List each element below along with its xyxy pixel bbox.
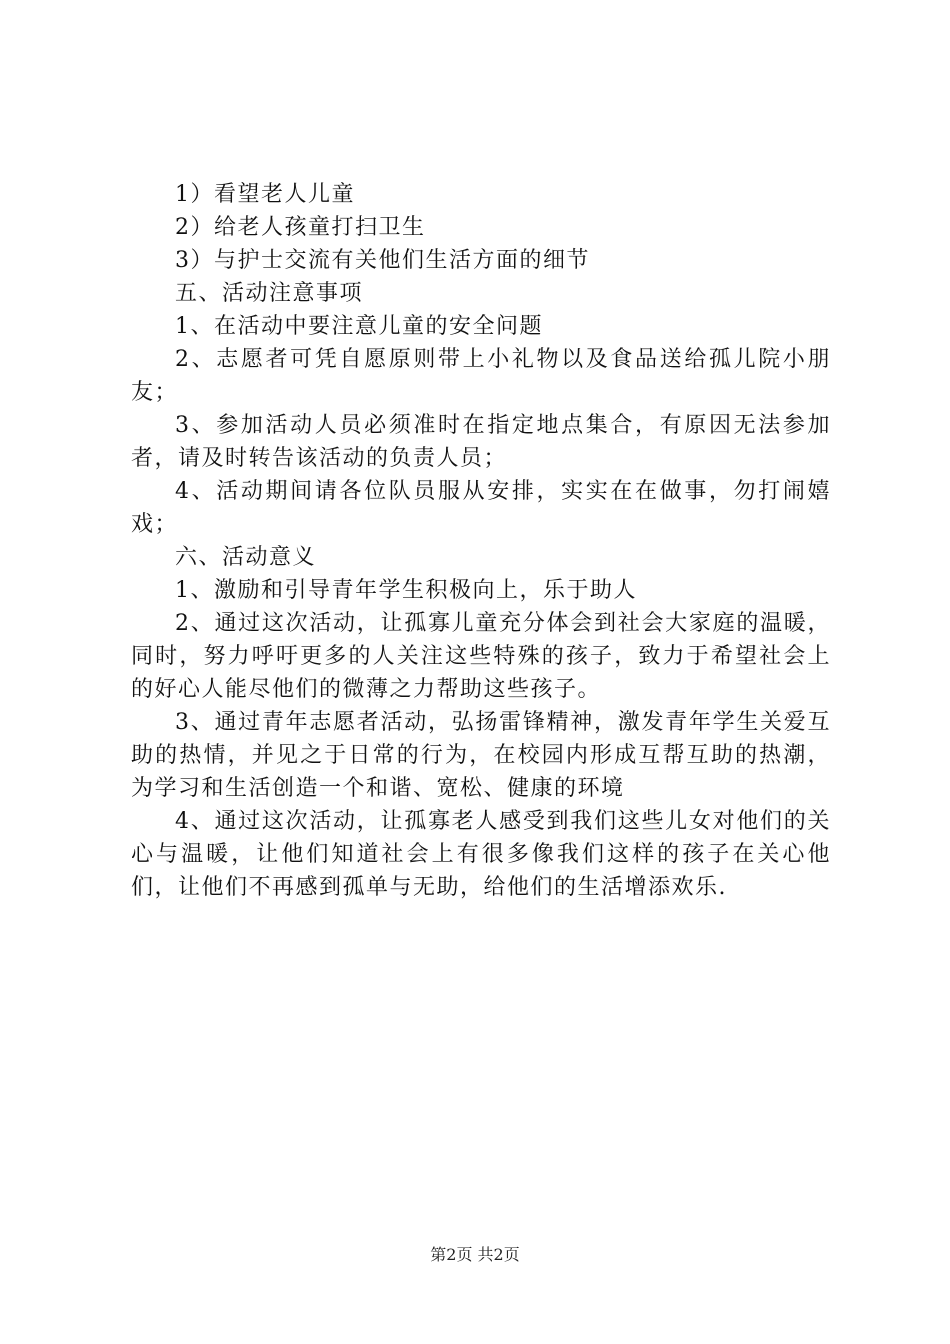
significance-item-motivate: 1、激励和引导青年学生积极向上，乐于助人 [175, 578, 637, 603]
precaution-item-assembly: 3、参加活动人员必须准时在指定地点集合，有原因无法参加者，请及时转告该活动的负责人员； [131, 413, 831, 471]
significance-item-elderly: 4、通过这次活动，让孤寡老人感受到我们这些儿女对他们的关心与温暖，让他们知道社会上有很多像我们这样的孩子在关心他们，让他们不再感到孤单与无助，给他们的生活增添欢乐. [131, 809, 831, 900]
precaution-item-discipline: 4、活动期间请各位队员服从安排，实实在在做事，勿打闹嬉戏； [131, 479, 831, 537]
section-heading-precautions: 五、活动注意事项 [175, 281, 364, 306]
significance-item-children: 2、通过这次活动，让孤寡儿童充分体会到社会大家庭的温暖，同时，努力呼吁更多的人关注这些特殊的孩子，致力于希望社会上的好心人能尽他们的微薄之力帮助这些孩子。 [131, 611, 831, 702]
precaution-item-gifts: 2、志愿者可凭自愿原则带上小礼物以及食品送给孤儿院小朋友； [131, 347, 831, 405]
list-item-visit: 1）看望老人儿童 [175, 182, 355, 207]
precaution-item-safety: 1、在活动中要注意儿童的安全问题 [175, 314, 543, 339]
document-body [131, 178, 831, 904]
significance-item-leifeng: 3、通过青年志愿者活动，弘扬雷锋精神，激发青年学生关爱互助的热情，并见之于日常的行为，在校园内形成互帮互助的热潮，为学习和生活创造一个和谐、宽松、健康的环境 [131, 710, 831, 801]
section-heading-significance: 六、活动意义 [175, 545, 317, 570]
list-item-nurse-talk: 3）与护士交流有关他们生活方面的细节 [175, 248, 590, 273]
page-footer: 第2页 共2页 [430, 1245, 520, 1264]
list-item-cleaning: 2）给老人孩童打扫卫生 [175, 215, 426, 240]
